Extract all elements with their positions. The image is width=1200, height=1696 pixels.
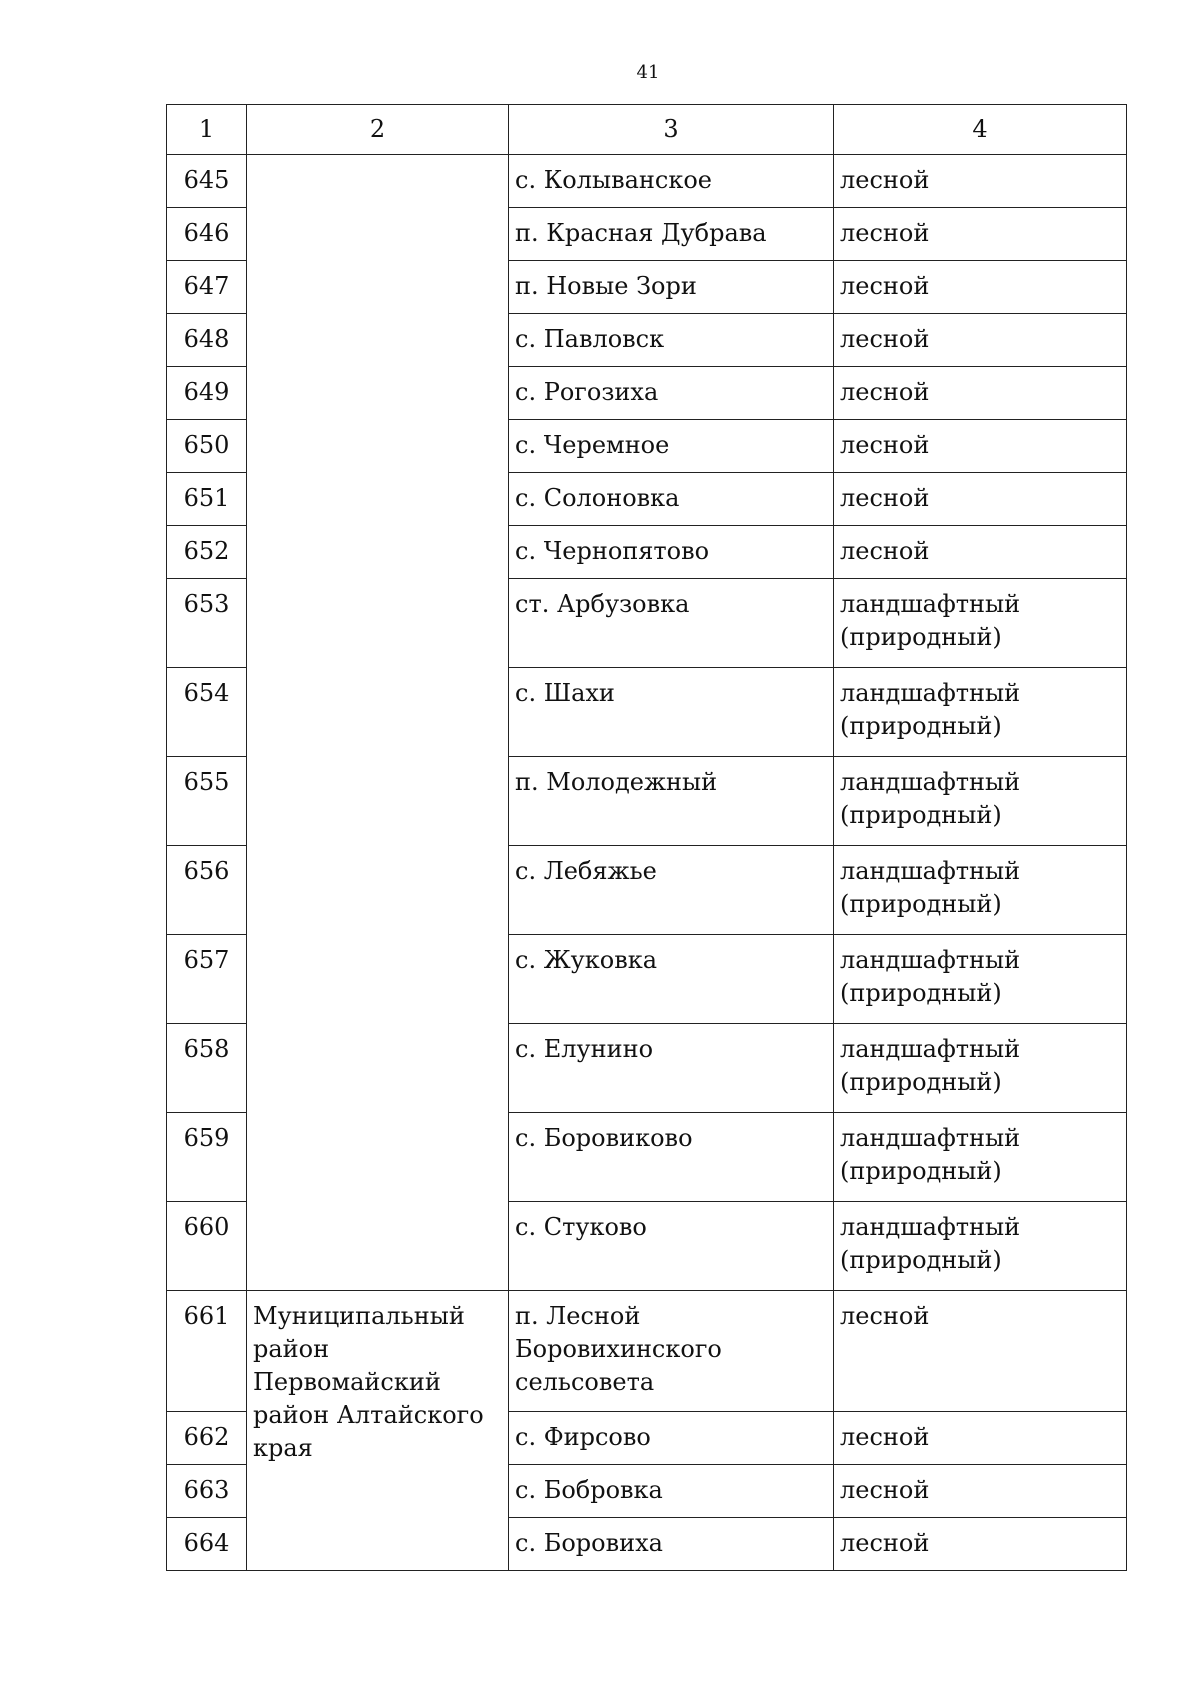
table-header-row <box>167 105 1127 155</box>
type-cell: ландшафтный (природный) <box>834 935 1127 1024</box>
settlement-cell: с. Бобровка <box>509 1465 834 1518</box>
row-number: 657 <box>167 935 247 1024</box>
settlement-cell: п. Красная Дубрава <box>509 208 834 261</box>
settlement-cell: с. Боровиха <box>509 1518 834 1571</box>
settlement-cell: с. Стуково <box>509 1202 834 1291</box>
row-number: 647 <box>167 261 247 314</box>
district-cell <box>247 155 509 1291</box>
type-cell: ландшафтный (природный) <box>834 846 1127 935</box>
settlement-cell: с. Колыванское <box>509 155 834 208</box>
settlements-table <box>166 104 1127 1571</box>
type-cell: лесной <box>834 1412 1127 1465</box>
row-number: 663 <box>167 1465 247 1518</box>
row-number: 659 <box>167 1113 247 1202</box>
type-cell: лесной <box>834 1465 1127 1518</box>
type-cell: лесной <box>834 420 1127 473</box>
type-cell: лесной <box>834 261 1127 314</box>
settlement-cell: с. Черемное <box>509 420 834 473</box>
row-number: 655 <box>167 757 247 846</box>
settlement-cell: п. Лесной Боровихинского сельсовета <box>509 1291 834 1412</box>
type-cell: лесной <box>834 367 1127 420</box>
table-row <box>167 1291 1127 1412</box>
settlement-cell: с. Шахи <box>509 668 834 757</box>
settlement-cell: с. Жуковка <box>509 935 834 1024</box>
row-number: 649 <box>167 367 247 420</box>
row-number: 651 <box>167 473 247 526</box>
row-number: 661 <box>167 1291 247 1412</box>
row-number: 660 <box>167 1202 247 1291</box>
type-cell: лесной <box>834 155 1127 208</box>
row-number: 652 <box>167 526 247 579</box>
district-cell: Муниципальный район Первомайский район Алтайского края <box>247 1291 509 1571</box>
header-col-4: 4 <box>834 105 1127 155</box>
row-number: 662 <box>167 1412 247 1465</box>
row-number: 653 <box>167 579 247 668</box>
settlement-cell: п. Новые Зори <box>509 261 834 314</box>
row-number: 664 <box>167 1518 247 1571</box>
settlement-cell: с. Лебяжье <box>509 846 834 935</box>
type-cell: ландшафтный (природный) <box>834 668 1127 757</box>
type-cell: ландшафтный (природный) <box>834 757 1127 846</box>
type-cell: ландшафтный (природный) <box>834 579 1127 668</box>
settlement-cell: с. Елунино <box>509 1024 834 1113</box>
row-number: 648 <box>167 314 247 367</box>
row-number: 656 <box>167 846 247 935</box>
type-cell: ландшафтный (природный) <box>834 1024 1127 1113</box>
settlement-cell: с. Фирсово <box>509 1412 834 1465</box>
settlement-cell: с. Павловск <box>509 314 834 367</box>
type-cell: лесной <box>834 314 1127 367</box>
settlement-cell: с. Чернопятово <box>509 526 834 579</box>
type-cell: лесной <box>834 473 1127 526</box>
row-number: 658 <box>167 1024 247 1113</box>
type-cell: ландшафтный (природный) <box>834 1202 1127 1291</box>
type-cell: лесной <box>834 1518 1127 1571</box>
type-cell: лесной <box>834 526 1127 579</box>
settlement-cell: п. Молодежный <box>509 757 834 846</box>
settlement-cell: с. Боровиково <box>509 1113 834 1202</box>
settlement-cell: ст. Арбузовка <box>509 579 834 668</box>
header-col-1: 1 <box>167 105 247 155</box>
row-number: 654 <box>167 668 247 757</box>
type-cell: лесной <box>834 208 1127 261</box>
header-col-2: 2 <box>247 105 509 155</box>
table-row <box>167 155 1127 208</box>
page-number: 41 <box>636 62 660 83</box>
header-col-3: 3 <box>509 105 834 155</box>
settlement-cell: с. Солоновка <box>509 473 834 526</box>
row-number: 646 <box>167 208 247 261</box>
type-cell: ландшафтный (природный) <box>834 1113 1127 1202</box>
settlement-cell: с. Рогозиха <box>509 367 834 420</box>
type-cell: лесной <box>834 1291 1127 1412</box>
row-number: 650 <box>167 420 247 473</box>
row-number: 645 <box>167 155 247 208</box>
